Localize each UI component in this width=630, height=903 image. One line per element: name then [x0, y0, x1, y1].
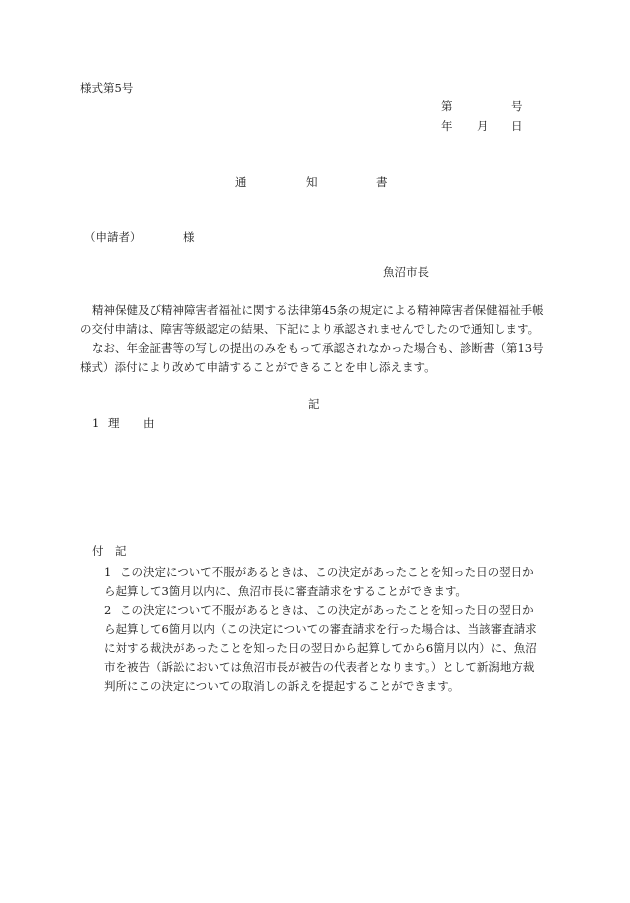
note1-number: 1	[104, 565, 112, 579]
note2-line3: に対する裁決があったことを知った日の翌日から起算してから6箇月以内）に、魚沼	[104, 641, 537, 655]
form-number: 様式第5号	[80, 81, 134, 95]
title-char-2: 知	[306, 175, 318, 189]
note1-line2: ら起算して3箇月以内に、魚沼市長に審査請求をすることができます。	[104, 584, 467, 598]
note2-line1: この決定について不服があるときは、この決定があったことを知った日の翌日か	[120, 603, 534, 617]
notes-heading-a: 付	[92, 544, 104, 558]
note2-line5: 判所にこの決定についての取消しの訴えを提起することができます。	[104, 679, 460, 693]
issuer-name: 魚沼市長	[383, 265, 429, 279]
reason-label-a: 理	[108, 416, 120, 430]
body-p1-line2: の交付申請は、障害等級認定の結果、下記により承認されませんでしたので通知します。	[80, 322, 540, 336]
applicant-honorific: 様	[183, 230, 195, 244]
notes-heading-b: 記	[115, 544, 127, 558]
date-day: 日	[511, 119, 523, 133]
note2-line4: 市を被告（訴訟においては魚沼市長が被告の代表者となります。）として新潟地方裁	[104, 660, 535, 674]
reason-number: 1	[92, 416, 100, 430]
note2-number: 2	[104, 603, 112, 617]
number-suffix: 号	[511, 99, 523, 113]
body-p1-line1: 精神保健及び精神障害者福祉に関する法律第45条の規定による精神障害者保健福祉手帳	[92, 303, 544, 317]
date-year: 年	[441, 119, 453, 133]
reason-label-b: 由	[143, 416, 155, 430]
note1-line1: この決定について不服があるときは、この決定があったことを知った日の翌日か	[120, 565, 534, 579]
title-char-3: 書	[376, 175, 388, 189]
note2-line2: ら起算して6箇月以内（この決定についての審査請求を行った場合は、当該審査請求	[104, 622, 537, 636]
body-p2-line2: 様式）添付により改めて申請することができることを申し添えます。	[80, 360, 436, 374]
applicant-label: （申請者）	[84, 230, 142, 244]
title-char-1: 通	[235, 175, 247, 189]
ki-heading: 記	[308, 397, 320, 411]
number-prefix: 第	[441, 99, 453, 113]
body-p2-line1: なお、年金証書等の写しの提出のみをもって承認されなかった場合も、診断書（第13号	[92, 341, 544, 355]
date-month: 月	[477, 119, 489, 133]
